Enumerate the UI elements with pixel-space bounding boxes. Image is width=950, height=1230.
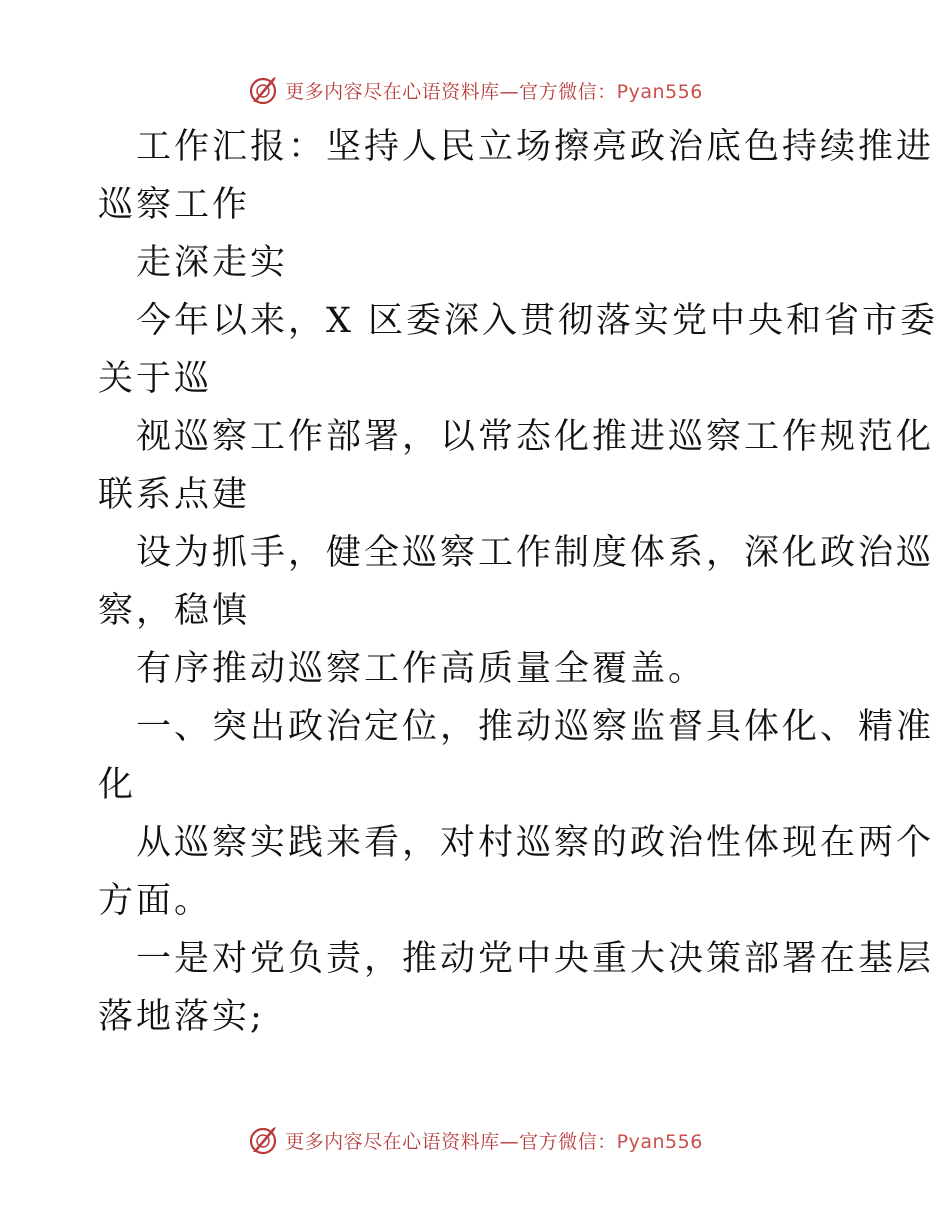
watermark-text: 更多内容尽在心语资料库—官方微信： — [285, 80, 617, 103]
doc-line: 关于巡 — [98, 359, 213, 399]
doc-line: 方面。 — [98, 881, 213, 921]
watermark-id: Pyan556 — [616, 80, 703, 103]
document-body — [98, 118, 939, 1046]
doc-line: 联系点建 — [98, 475, 251, 515]
doc-line: 察，稳慎 — [98, 591, 251, 631]
watermark-text: 更多内容尽在心语资料库—官方微信： — [285, 1130, 617, 1153]
doc-line: 一是对党负责，推动党中央重大决策部署在基层 — [136, 939, 935, 979]
watermark-id: Pyan556 — [616, 1130, 703, 1153]
doc-line: 化 — [98, 765, 137, 805]
doc-line: 设为抓手，健全巡察工作制度体系，深化政治巡 — [136, 533, 935, 573]
doc-line: 有序推动巡察工作高质量全覆盖。 — [136, 649, 707, 689]
doc-line: 从巡察实践来看，对村巡察的政治性体现在两个 — [136, 823, 935, 863]
header-watermark — [0, 70, 950, 110]
doc-line: 工作汇报：坚持人民立场擦亮政治底色持续推进 — [136, 127, 935, 167]
feather-quill-logo-icon — [247, 74, 279, 106]
doc-line: 视巡察工作部署，以常态化推进巡察工作规范化 — [136, 417, 935, 457]
doc-line: 落地落实; — [98, 997, 265, 1037]
doc-line: 走深走实 — [136, 243, 289, 283]
footer-watermark — [0, 1120, 950, 1160]
doc-line: 一、突出政治定位，推动巡察监督具体化、精准 — [136, 707, 935, 747]
feather-quill-logo-icon — [247, 1124, 279, 1156]
doc-line: 今年以来，X 区委深入贯彻落实党中央和省市委 — [136, 301, 939, 341]
doc-line: 巡察工作 — [98, 185, 251, 225]
